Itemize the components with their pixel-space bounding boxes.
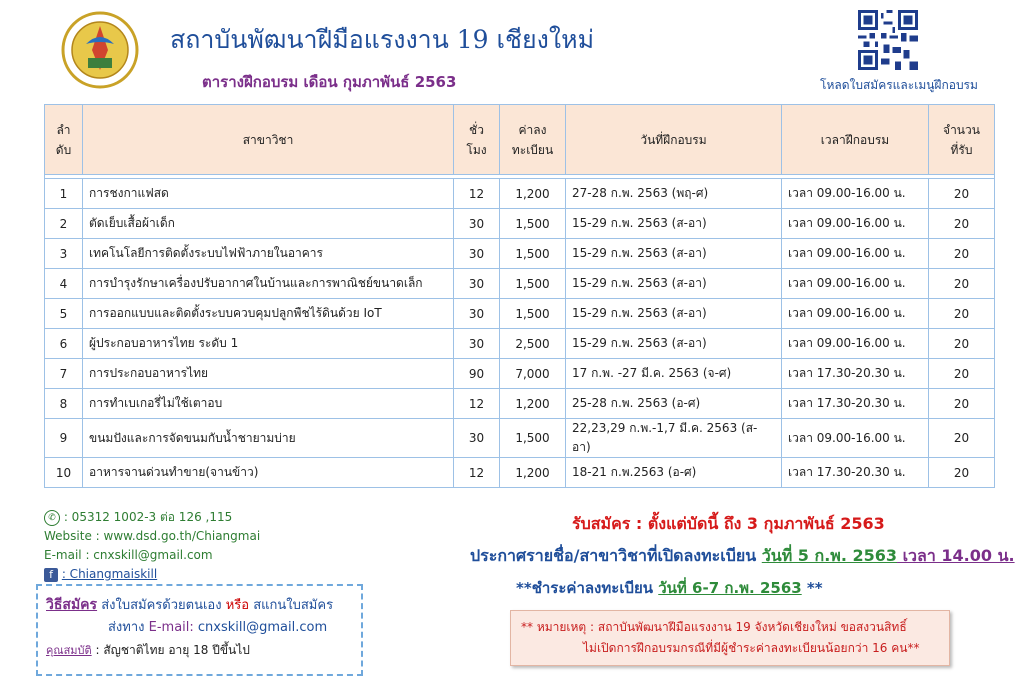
header-time: เวลาฝึกอบรม [782,105,929,175]
table-row [45,299,995,329]
cell-fee: 1,500 [500,419,566,458]
cell-seats: 20 [929,299,995,329]
cell-dates: 15-29 ก.พ. 2563 (ส-อา) [566,269,782,299]
send-via: ส่งทาง [108,620,149,635]
cell-seats: 20 [929,239,995,269]
cell-dates: 15-29 ก.พ. 2563 (ส-อา) [566,329,782,359]
cell-time: เวลา 09.00-16.00 น. [782,209,929,239]
cell-seats: 20 [929,419,995,458]
header-no-label: ลำ ดับ [55,122,72,157]
method-text2: สแกนใบสมัคร [249,598,334,613]
table-row [45,239,995,269]
header-hours: ชั่ว โมง [454,105,500,175]
table-header-row [45,105,995,175]
cell-seats: 20 [929,359,995,389]
facebook-icon: f [44,568,58,582]
application-deadline: รับสมัคร : ตั้งแต่บัดนี้ ถึง 3 กุมภาพันธ์ 2563 [572,514,885,533]
cell-seats: 20 [929,179,995,209]
cell-hours: 30 [454,299,500,329]
cell-hours: 30 [454,329,500,359]
cell-hours: 30 [454,209,500,239]
cell-course: ผู้ประกอบอาหารไทย ระดับ 1 [83,329,454,359]
cell-dates: 18-21 ก.พ.2563 (อ-ศ) [566,458,782,488]
cell-time: เวลา 09.00-16.00 น. [782,179,929,209]
cell-time: เวลา 17.30-20.30 น. [782,458,929,488]
cell-fee: 7,000 [500,359,566,389]
table-row [45,329,995,359]
note-line1: ** หมายเหตุ : สถาบันพัฒนาฝีมือแรงงาน 19 จังหวัดเชียงใหม่ ขอสงวนสิทธิ์ [521,620,907,634]
qr-caption: โหลดใบสมัครและเมนูฝึกอบรม [820,78,978,92]
fee-suffix: ** [801,579,823,597]
table-row [45,359,995,389]
cell-dates: 15-29 ก.พ. 2563 (ส-อา) [566,239,782,269]
method-label: วิธีสมัคร [46,597,98,613]
cell-hours: 90 [454,359,500,389]
contact-facebook[interactable]: : Chiangmaiskill [61,567,158,581]
cell-dates: 17 ก.พ. -27 มี.ค. 2563 (จ-ศ) [566,359,782,389]
cell-hours: 30 [454,269,500,299]
cell-time: เวลา 09.00-16.00 น. [782,419,929,458]
cell-no: 6 [45,329,83,359]
contact-website[interactable]: Website : www.dsd.go.th/Chiangmai [44,529,261,543]
cell-seats: 20 [929,329,995,359]
announcement-notice [470,544,1015,569]
contact-email[interactable]: E-mail : cnxskill@gmail.com [44,548,213,562]
cell-hours: 12 [454,389,500,419]
table-row [45,179,995,209]
table-row [45,269,995,299]
application-method-box [36,584,363,676]
cell-no: 5 [45,299,83,329]
contact-info [44,508,260,584]
header-course: สาขาวิชา [83,105,454,175]
cell-fee: 2,500 [500,329,566,359]
cell-seats: 20 [929,209,995,239]
header-no [45,105,83,175]
qualification-label: คุณสมบัติ [46,644,92,657]
table-row [45,419,995,458]
cell-fee: 1,500 [500,299,566,329]
cell-hours: 12 [454,458,500,488]
cell-course: ขนมปังและการจัดขนมกับน้ำชายามบ่าย [83,419,454,458]
cell-dates: 22,23,29 ก.พ.-1,7 มี.ค. 2563 (ส-อา) [566,419,782,458]
cell-course: การชงกาแฟสด [83,179,454,209]
email-value[interactable]: cnxskill@gmail.com [193,620,328,635]
cell-course: อาหารจานด่วนทำขาย(จานข้าว) [83,458,454,488]
method-or: หรือ [225,598,250,613]
announce-prefix: ประกาศรายชื่อ/สาขาวิชาที่เปิดลงทะเบียน [470,546,762,565]
cell-dates: 27-28 ก.พ. 2563 (พฤ-ศ) [566,179,782,209]
page-title: สถาบันพัฒนาฝีมือแรงงาน 19 เชียงใหม่ [170,25,595,54]
email-label: E-mail: [148,620,194,635]
cell-seats: 20 [929,269,995,299]
cell-no: 10 [45,458,83,488]
training-schedule-table [44,104,995,488]
table-row [45,389,995,419]
table-row [45,458,995,488]
header-fee: ค่าลง ทะเบียน [500,105,566,175]
contact-phone: : 05312 1002-3 ต่อ 126 ,115 [63,510,233,524]
cell-course: การบำรุงรักษาเครื่องปรับอากาศในบ้านและการพาณิชย์ขนาดเล็ก [83,269,454,299]
cell-no: 3 [45,239,83,269]
method-text1: ส่งใบสมัครด้วยตนเอง [97,598,226,613]
cell-dates: 25-28 ก.พ. 2563 (อ-ศ) [566,389,782,419]
cell-seats: 20 [929,458,995,488]
announce-date: วันที่ 5 ก.พ. 2563 [761,546,897,565]
cell-hours: 12 [454,179,500,209]
institute-logo [56,10,144,90]
header-seats: จำนวน ที่รับ [929,105,995,175]
cell-time: เวลา 17.30-20.30 น. [782,389,929,419]
cell-no: 4 [45,269,83,299]
cell-fee: 1,500 [500,209,566,239]
fee-date: วันที่ 6-7 ก.พ. 2563 [658,579,802,597]
cell-hours: 30 [454,239,500,269]
qualification-text: : สัญชาติไทย อายุ 18 ปีขึ้นไป [91,643,250,657]
cell-time: เวลา 09.00-16.00 น. [782,239,929,269]
cell-no: 7 [45,359,83,389]
cell-no: 1 [45,179,83,209]
fee-payment-notice [516,576,823,600]
page-subtitle: ตารางฝึกอบรม เดือน กุมภาพันธ์ 2563 [202,73,457,91]
phone-icon: ✆ [44,510,60,526]
cell-course: ตัดเย็บเสื้อผ้าเด็ก [83,209,454,239]
cell-no: 9 [45,419,83,458]
header-dates: วันที่ฝึกอบรม [566,105,782,175]
qr-code-icon[interactable] [858,10,918,70]
cell-dates: 15-29 ก.พ. 2563 (ส-อา) [566,299,782,329]
cell-time: เวลา 09.00-16.00 น. [782,299,929,329]
cell-time: เวลา 17.30-20.30 น. [782,359,929,389]
cell-time: เวลา 09.00-16.00 น. [782,329,929,359]
cell-time: เวลา 09.00-16.00 น. [782,269,929,299]
cell-fee: 1,500 [500,239,566,269]
cell-fee: 1,200 [500,389,566,419]
table-row [45,209,995,239]
cell-fee: 1,200 [500,458,566,488]
remark-note [510,610,950,666]
cell-course: เทคโนโลยีการติดตั้งระบบไฟฟ้าภายในอาคาร [83,239,454,269]
cell-hours: 30 [454,419,500,458]
cell-fee: 1,500 [500,269,566,299]
announce-time: เวลา 14.00 น. [897,546,1015,565]
cell-course: การทำเบเกอรี่ไม่ใช้เตาอบ [83,389,454,419]
cell-course: การออกแบบและติดตั้งระบบควบคุมปลูกพืชไร้ดินด้วย IoT [83,299,454,329]
fee-prefix: **ชำระค่าลงทะเบียน [516,579,659,597]
note-line2: ไม่เปิดการฝึกอบรมกรณีที่มีผู้ชำระค่าลงทะเบียนน้อยกว่า 16 คน** [583,641,920,655]
cell-dates: 15-29 ก.พ. 2563 (ส-อา) [566,209,782,239]
cell-no: 8 [45,389,83,419]
cell-no: 2 [45,209,83,239]
cell-fee: 1,200 [500,179,566,209]
cell-course: การประกอบอาหารไทย [83,359,454,389]
cell-seats: 20 [929,389,995,419]
